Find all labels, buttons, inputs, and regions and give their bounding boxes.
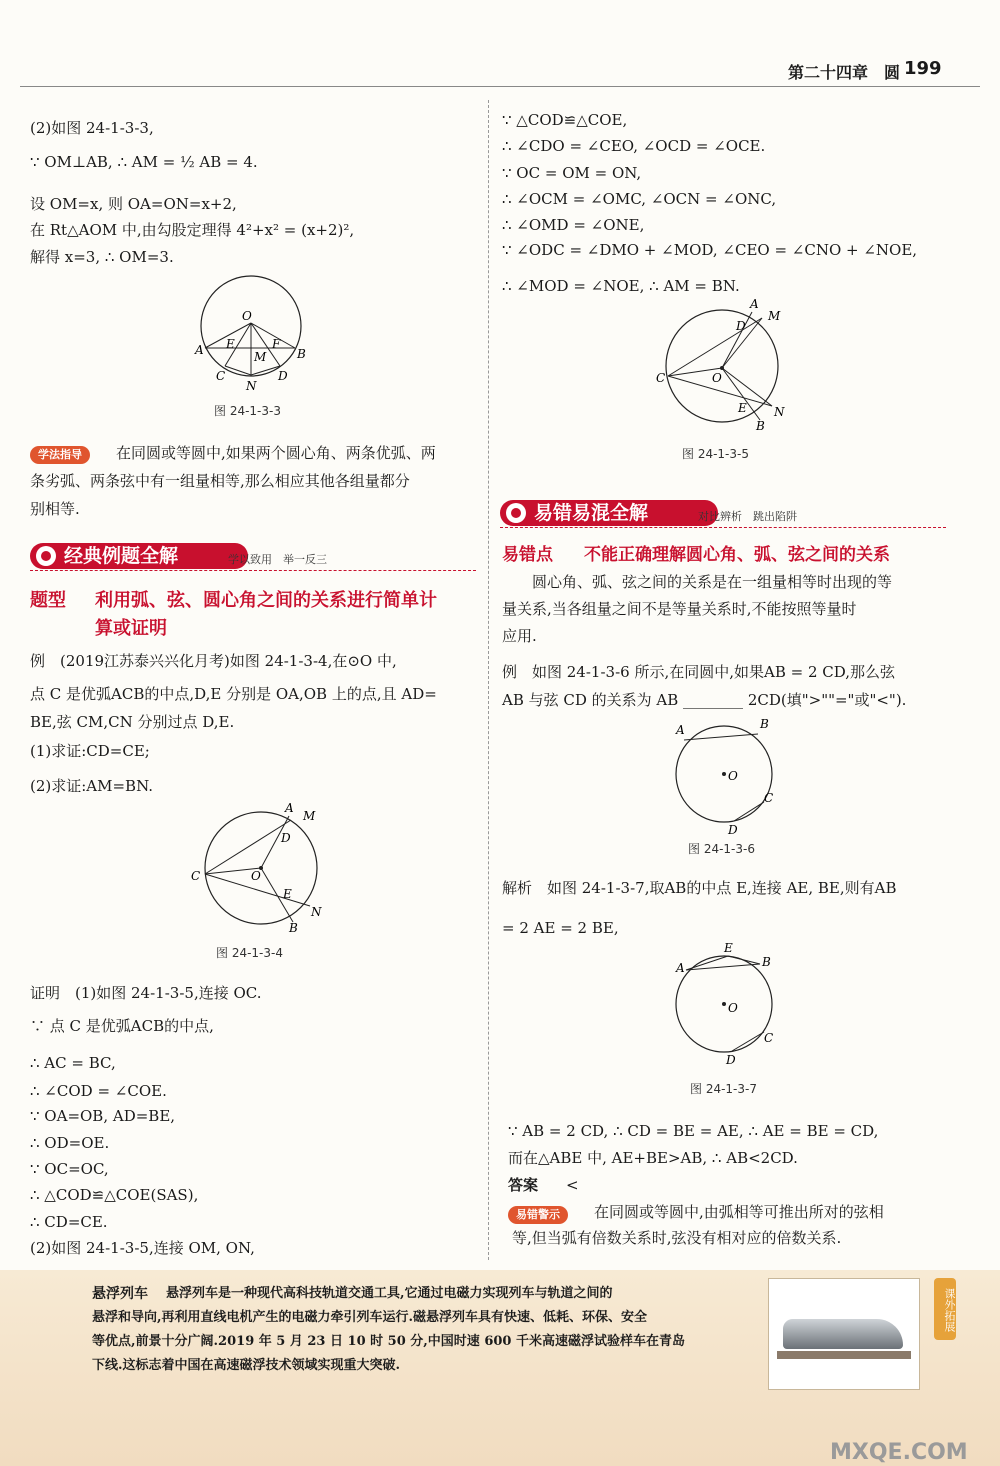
fig3-label: M <box>254 350 267 364</box>
final-line: 而在△ABE 中, AE+BE>AB, ∴ AB<2CD. <box>508 1149 798 1167</box>
warning-tag: 易错警示 <box>508 1206 568 1224</box>
figure-caption: 图 24-1-3-4 <box>216 946 283 960</box>
figure-caption: 图 24-1-3-7 <box>690 1082 757 1096</box>
warning-line: 在同圆或等圆中,由弧相等可推出所对的弦相 <box>594 1203 884 1221</box>
watermark: MXQE.COM <box>830 1440 968 1465</box>
info-line: 悬浮和导向,再利用直线电机产生的电磁力牵引列车运行.磁悬浮列车具有快速、低耗、环保、安全 <box>92 1310 648 1325</box>
fig4-label: O <box>251 869 261 883</box>
analysis-line: = 2 AE = 2 BE, <box>502 919 619 937</box>
cont-line: ∵ △COD≌△COE, <box>502 111 628 129</box>
fig6-label: A <box>676 723 685 737</box>
error-point-title: 不能正确理解圆心角、弧、弦之间的关系 <box>584 545 890 565</box>
info-line: 等优点,前景十分广阔.2019 年 5 月 23 日 10 时 50 分,中国时速 600 千米高速磁浮试验样车在青岛 <box>92 1334 685 1349</box>
fig4-label: B <box>289 921 298 935</box>
fig4-label: A <box>285 801 294 815</box>
example-line: (2)求证:AM=BN. <box>30 777 154 795</box>
sol2-line: 解得 x=3, ∴ OM=3. <box>30 248 174 266</box>
sol2-line: 设 OM=x, 则 OA=ON=x+2, <box>30 195 237 213</box>
example2-line: 例 如图 24-1-3-6 所示,在同圆中,如果AB = 2 CD,那么弦 <box>502 663 896 681</box>
cont-line: ∵ OC = OM = ON, <box>502 164 642 182</box>
example2-line: AB 与弦 CD 的关系为 AB ________ 2CD(填">""="或"<"). <box>502 691 907 709</box>
proof-line: ∴ OD=OE. <box>30 1134 110 1152</box>
answer-value: < <box>566 1176 579 1194</box>
topic-title: 利用弧、弦、圆心角之间的关系进行简单计 <box>95 590 437 611</box>
banner-underline <box>500 527 946 528</box>
error-line: 应用. <box>502 627 537 645</box>
banner-subtitle: 对比辨析 跳出陷阱 <box>698 510 797 523</box>
section-banner-examples <box>30 543 248 569</box>
error-point-label: 易错点 <box>502 545 553 565</box>
example-line: 例 (2019江苏泰兴兴化月考)如图 24-1-3-4,在⊙O 中, <box>30 652 397 670</box>
sol2-line: ∵ OM⊥AB, ∴ AM = ½ AB = 4. <box>30 153 258 171</box>
fig7-label: D <box>726 1053 736 1067</box>
info-line: 下线.这标志着中国在高速磁浮技术领域实现重大突破. <box>92 1358 401 1373</box>
fig6-label: C <box>764 791 774 805</box>
header-rule <box>20 86 980 87</box>
info-line: 悬浮列车是一种现代高科技轨道交通工具,它通过电磁力实现列车与轨道之间的 <box>166 1286 613 1301</box>
proof-line: 证明 (1)如图 24-1-3-5,连接 OC. <box>30 984 262 1002</box>
fig6-label: B <box>760 717 769 731</box>
proof-line: ∵ OA=OB, AD=BE, <box>30 1107 176 1125</box>
fig4-label: D <box>281 831 291 845</box>
proof-line: ∵ 点 C 是优弧ACB的中点, <box>30 1017 214 1035</box>
tip-line: 条劣弧、两条弦中有一组量相等,那么相应其他各组量都分 <box>30 472 410 490</box>
fig5-label: A <box>750 297 759 311</box>
fig3-label: D <box>278 369 288 383</box>
fig7-label: C <box>764 1031 774 1045</box>
proof-line: ∴ ∠COD = ∠COE. <box>30 1082 167 1100</box>
topic-title: 算或证明 <box>95 618 167 639</box>
example-line: BE,弦 CM,CN 分别过点 D,E. <box>30 713 235 731</box>
proof-line: ∴ CD=CE. <box>30 1213 108 1231</box>
error-line: 圆心角、弧、弦之间的关系是在一组量相等时出现的等 <box>532 573 893 591</box>
example-line: (1)求证:CD=CE; <box>30 742 150 760</box>
analysis-line: 解析 如图 24-1-3-7,取AB的中点 E,连接 AE, BE,则有AB <box>502 879 897 897</box>
fig5-label: B <box>756 419 765 433</box>
fig4-label: E <box>283 887 292 901</box>
fig3-label: E <box>226 337 235 351</box>
column-divider <box>488 100 489 1260</box>
warning-line: 等,但当弧有倍数关系时,弦没有相对应的倍数关系. <box>512 1229 842 1247</box>
cont-line: ∴ ∠OCM = ∠OMC, ∠OCN = ∠ONC, <box>502 190 777 208</box>
error-line: 量关系,当各组量之间不是等量关系时,不能按照等量时 <box>502 600 857 618</box>
tip-line: 在同圆或等圆中,如果两个圆心角、两条优弧、两 <box>116 444 436 462</box>
section-banner-errors <box>500 500 718 526</box>
proof-line: ∵ OC=OC, <box>30 1160 109 1178</box>
fig3-label: O <box>242 309 252 323</box>
figure-24-1-3-3 <box>190 268 320 398</box>
fig5-label: C <box>656 371 666 385</box>
sol2-line: (2)如图 24-1-3-3, <box>30 119 154 137</box>
cont-line: ∴ ∠MOD = ∠NOE, ∴ AM = BN. <box>502 277 740 295</box>
fig7-label: E <box>724 941 733 955</box>
info-title: 悬浮列车 <box>92 1286 148 1302</box>
banner-subtitle: 学以致用 举一反三 <box>228 553 327 566</box>
proof-line: ∴ AC = BC, <box>30 1054 116 1072</box>
figure-24-1-3-6 <box>672 712 782 837</box>
figure-caption: 图 24-1-3-5 <box>682 447 749 461</box>
fig7-label: B <box>762 955 771 969</box>
page-number: 199 <box>904 58 942 79</box>
figure-24-1-3-5 <box>650 296 790 436</box>
fig3-label: C <box>216 369 226 383</box>
fig6-label: D <box>728 823 738 837</box>
tip-line: 别相等. <box>30 500 80 518</box>
cont-line: ∴ ∠OMD = ∠ONE, <box>502 216 645 234</box>
fig3-label: F <box>272 337 281 351</box>
fig3-label: B <box>297 347 306 361</box>
maglev-train-image <box>768 1278 920 1390</box>
megaphone-icon <box>36 546 56 566</box>
figure-24-1-3-7 <box>672 938 782 1068</box>
proof-line: (2)如图 24-1-3-5,连接 OM, ON, <box>30 1239 255 1257</box>
fig5-label: O <box>712 371 722 385</box>
fig6-label: O <box>728 769 738 783</box>
fig5-label: N <box>774 405 785 419</box>
topic-label: 题型 <box>30 590 66 611</box>
fig5-label: D <box>736 319 746 333</box>
fig7-label: O <box>728 1001 738 1015</box>
fig5-label: M <box>768 309 781 323</box>
chapter-title: 第二十四章 圆 <box>788 63 901 82</box>
study-tip-tag: 学法指导 <box>30 446 90 464</box>
sol2-line: 在 Rt△AOM 中,由勾股定理得 4²+x² = (x+2)², <box>30 221 355 239</box>
answer-label: 答案 <box>508 1176 539 1194</box>
final-line: ∵ AB = 2 CD, ∴ CD = BE = AE, ∴ AE = BE = CD, <box>508 1122 879 1140</box>
figure-24-1-3-4 <box>185 800 325 940</box>
cont-line: ∵ ∠ODC = ∠DMO + ∠MOD, ∠CEO = ∠CNO + ∠NOE, <box>502 241 918 259</box>
fig3-label: A <box>195 343 204 357</box>
fig5-label: E <box>738 401 747 415</box>
side-tab: 课外拓展 <box>934 1278 956 1340</box>
fig4-label: M <box>303 809 316 823</box>
fig3-label: N <box>246 379 257 393</box>
example-line: 点 C 是优弧ACB的中点,D,E 分别是 OA,OB 上的点,且 AD= <box>30 685 437 703</box>
proof-line: ∴ △COD≌△COE(SAS), <box>30 1186 199 1204</box>
fig4-label: C <box>191 869 201 883</box>
banner-title: 易错易混全解 <box>534 502 649 524</box>
fig7-label: A <box>676 961 685 975</box>
figure-caption: 图 24-1-3-6 <box>688 842 755 856</box>
banner-underline <box>30 570 476 571</box>
figure-caption: 图 24-1-3-3 <box>214 404 281 418</box>
fig4-label: N <box>311 905 322 919</box>
cont-line: ∴ ∠CDO = ∠CEO, ∠OCD = ∠OCE. <box>502 137 766 155</box>
banner-title: 经典例题全解 <box>64 545 179 567</box>
megaphone-icon <box>506 503 526 523</box>
